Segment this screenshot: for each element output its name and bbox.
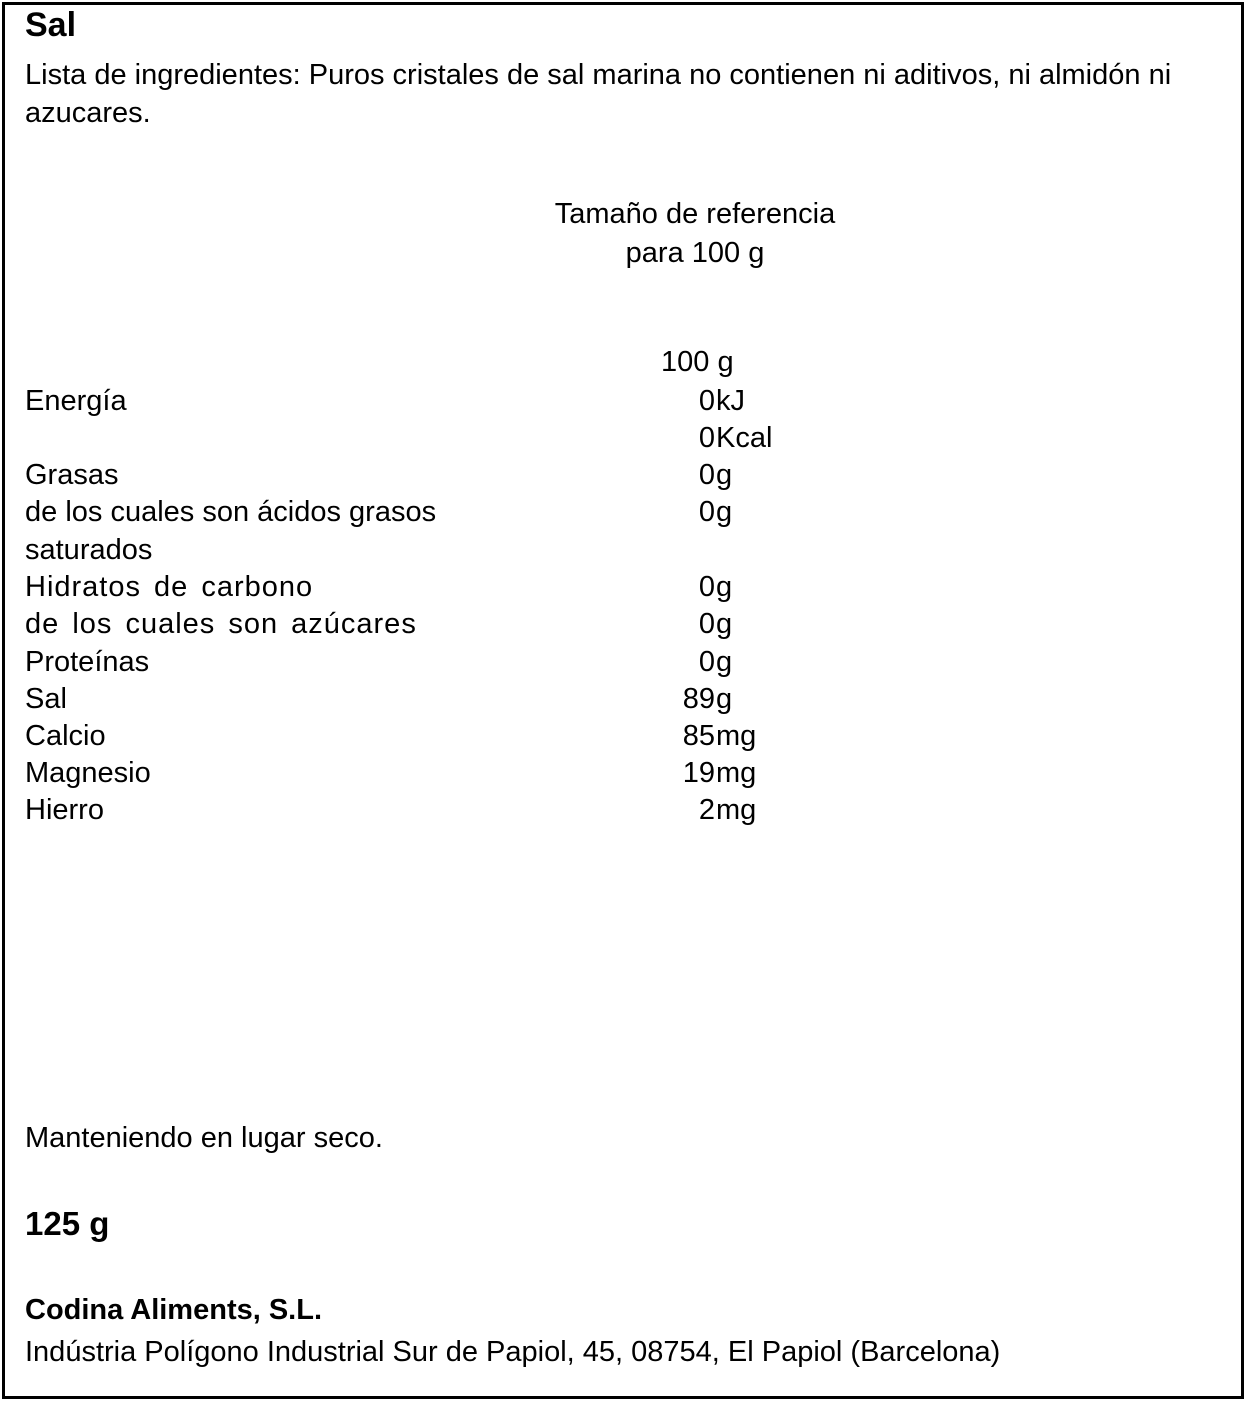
nutrient-value-saturated-fat: 0 bbox=[698, 496, 715, 528]
nutrient-unit-salt: g bbox=[716, 683, 733, 715]
nutrient-label-salt: Sal bbox=[25, 683, 67, 715]
storage-instructions: Manteniendo en lugar seco. bbox=[25, 1122, 383, 1154]
nutrient-value-protein: 0 bbox=[698, 646, 715, 678]
nutrient-unit-fat: g bbox=[716, 459, 733, 491]
nutrient-value-magnesium: 19 bbox=[682, 757, 715, 789]
nutrient-unit-carbohydrates: g bbox=[716, 571, 733, 603]
nutrient-label-energy: Energía bbox=[25, 385, 127, 417]
net-weight: 125 g bbox=[25, 1205, 110, 1242]
nutrient-value-sugars: 0 bbox=[698, 608, 715, 640]
nutrient-value-carbohydrates: 0 bbox=[698, 571, 715, 603]
nutrient-unit-protein: g bbox=[716, 646, 733, 678]
nutrient-value-salt: 89 bbox=[682, 683, 715, 715]
nutrient-value-energy-kcal: 0 bbox=[698, 422, 715, 454]
nutrient-unit-sugars: g bbox=[716, 608, 733, 640]
nutrient-label-carbohydrates: Hidratos de carbono bbox=[25, 571, 314, 603]
nutrient-value-energy-kj: 0 bbox=[698, 385, 715, 417]
nutrient-value-calcium: 85 bbox=[682, 720, 715, 752]
nutrient-label-protein: Proteínas bbox=[25, 646, 150, 678]
nutrient-unit-calcium: mg bbox=[716, 720, 757, 752]
nutrient-label-saturated-fat: de los cuales son ácidos grasos bbox=[25, 496, 437, 528]
nutrient-unit-saturated-fat: g bbox=[716, 496, 733, 528]
nutrition-column-header: 100 g bbox=[661, 346, 734, 378]
reference-size-line1: Tamaño de referencia bbox=[554, 198, 836, 230]
nutrient-unit-magnesium: mg bbox=[716, 757, 757, 789]
nutrient-label-magnesium: Magnesio bbox=[25, 757, 151, 789]
nutrient-label-sugars: de los cuales son azúcares bbox=[25, 608, 417, 640]
nutrient-value-iron: 2 bbox=[698, 794, 715, 826]
manufacturer-name: Codina Aliments, S.L. bbox=[25, 1294, 323, 1326]
nutrient-unit-energy-kj: kJ bbox=[716, 385, 745, 417]
manufacturer-address: Indústria Polígono Industrial Sur de Papiol, 45, 08754, El Papiol (Barcelona) bbox=[25, 1336, 1001, 1368]
reference-size-line2: para 100 g bbox=[625, 237, 765, 269]
nutrient-unit-iron: mg bbox=[716, 794, 757, 826]
ingredients-list: Lista de ingredientes: Puros cristales de sal marina no contienen ni aditivos, ni almidón ni azucares. bbox=[25, 59, 1172, 129]
product-name: Sal bbox=[25, 6, 77, 44]
nutrient-label-fat: Grasas bbox=[25, 459, 119, 491]
nutrient-label-iron: Hierro bbox=[25, 794, 104, 826]
nutrient-unit-energy-kcal: Kcal bbox=[716, 422, 773, 454]
nutrient-label-saturated-fat-cont: saturados bbox=[25, 534, 153, 566]
nutrient-label-calcium: Calcio bbox=[25, 720, 106, 752]
nutrient-value-fat: 0 bbox=[698, 459, 715, 491]
